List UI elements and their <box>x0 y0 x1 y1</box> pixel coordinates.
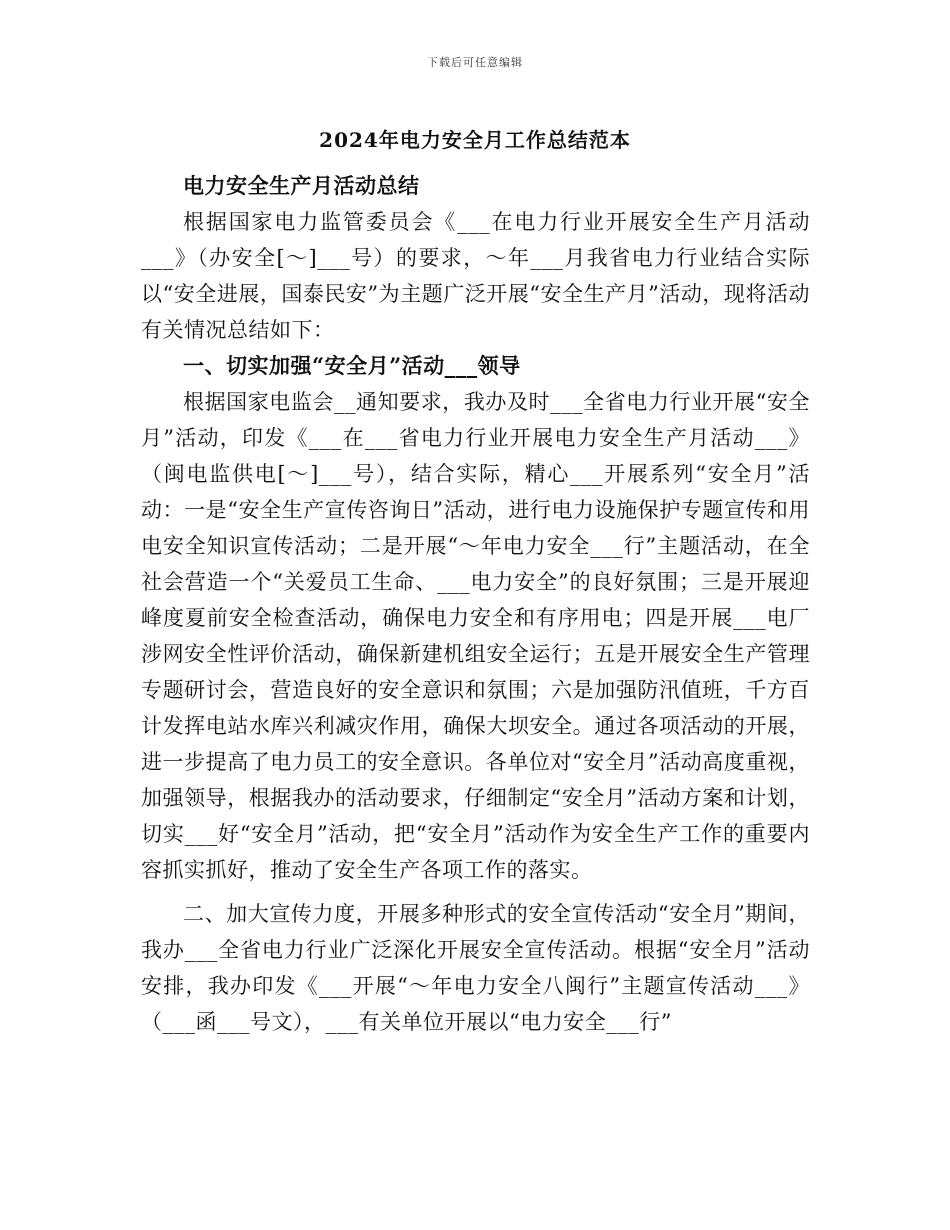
section-heading: 电力安全生产月活动总结 <box>183 173 420 198</box>
document-title: 2024年电力安全月工作总结范本 <box>319 128 631 152</box>
body-paragraph: 根据国家电监会__通知要求，我办及时___全省电力行业开展“安全月”活动，印发《___在___省电力行业开展电力安全生产月活动___》（闽电监供电[～]___号），结合实际，精心___开展系列“安全月”活动：一是“安全生产宣传咨询日”活动，进行电力设施保护专题宣传和用电安全知识宣传活动；二是开展“～年电力安全___行”主题活动，在全社会营造一个“关爱员工生命、___电力安全”的良好氛围；三是开展迎峰度夏前安全检查活动，确保电力安全和有序用电；四是开展___电厂涉网安全性评价活动，确保新建机组安全运行；五是开展安全生产管理专题研讨会，营造良好的安全意识和氛围；六是加强防汛值班，千方百计发挥电站水库兴利减灾作用，确保大坝安全。通过各项活动的开展，进一步提高了电力员工的安全意识。各单位对“安全月”活动高度重视，加强领导，根据我办的活动要求，仔细制定“安全月”活动方案和计划，切实___好“安全月”活动，把“安全月”活动作为安全生产工作的重要内容抓实抓好，推动了安全生产各项工作的落实。 <box>141 390 810 882</box>
document-body <box>141 168 810 1040</box>
body-paragraph: 二、加大宣传力度，开展多种形式的安全宣传活动“安全月”期间，我办___全省电力行业广泛深化开展安全宣传活动。根据“安全月”活动安排，我办印发《___开展“～年电力安全八闽行”主题宣传活动___》（___函___号文），___有关单位开展以“电力安全___行” <box>141 902 810 1034</box>
header-note: 下载后可任意编辑 <box>427 56 523 69</box>
body-paragraph: 根据国家电力监管委员会《___在电力行业开展安全生产月活动___》（办安全[～]___号）的要求，～年___月我省电力行业结合实际以“安全进展，国泰民安”为主题广泛开展“安全生产月”活动，现将活动有关情况总结如下： <box>141 210 810 342</box>
section-heading: 一、切实加强“安全月”活动___领导 <box>183 353 521 378</box>
